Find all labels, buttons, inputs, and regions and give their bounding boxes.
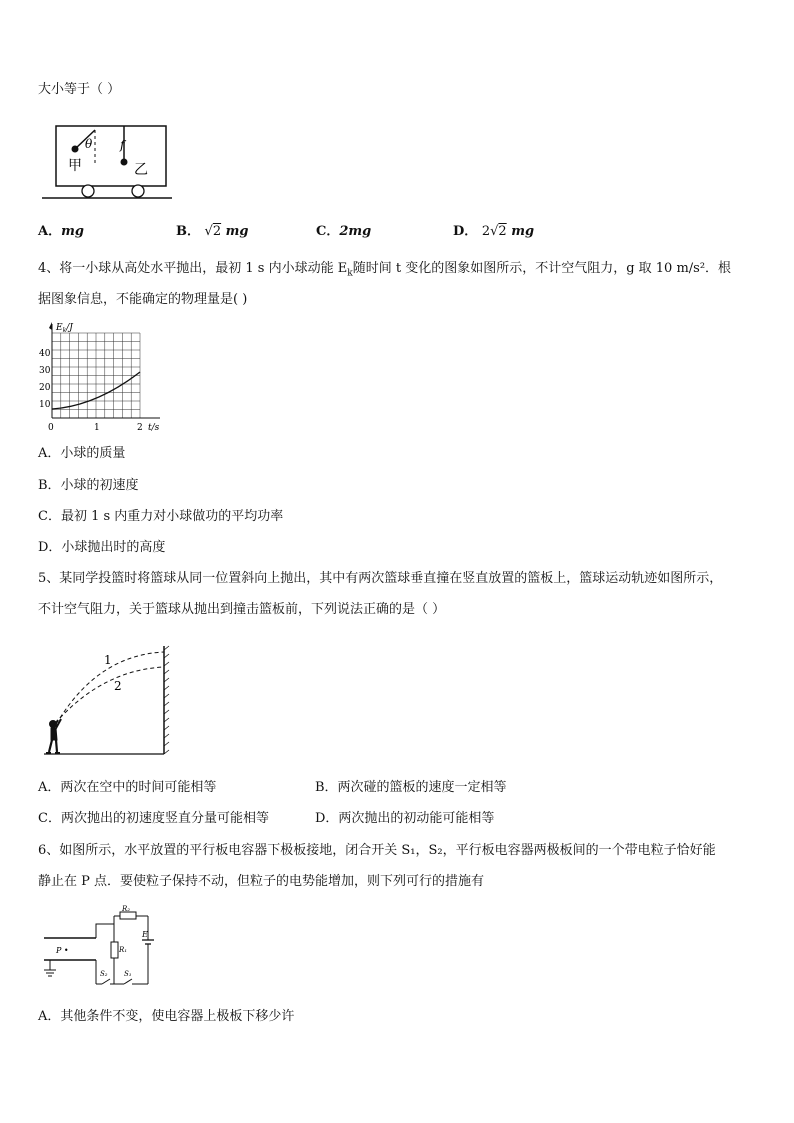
q4-option-c: C．最初 1 s 内重力对小球做功的平均功率 xyxy=(38,509,284,524)
player-icon xyxy=(46,719,61,753)
f-label: f xyxy=(120,138,125,152)
ytick-20: 20 xyxy=(39,383,51,393)
q6-stem-line1: 6、如图所示，水平放置的平行板电容器下极板接地，闭合开关 S₁，S₂，平行板电容器两极板间的一个带电粒子恰好能 xyxy=(38,843,716,858)
ytick-40: 40 xyxy=(39,349,51,359)
s2-label: S₂ xyxy=(100,970,108,978)
trajectory-1 xyxy=(60,652,164,718)
basketball-figure xyxy=(40,640,180,758)
e-label: E xyxy=(142,930,148,939)
cart-figure xyxy=(38,116,178,204)
xtick-0: 0 xyxy=(48,423,54,433)
point-p-label: P • xyxy=(56,946,69,955)
q4-option-a: A．小球的质量 xyxy=(38,446,126,461)
graph-xlabel: t/s xyxy=(148,423,160,433)
r2-label: R₂ xyxy=(122,905,131,913)
q4-option-b: B．小球的初速度 xyxy=(38,478,139,493)
q5-option-a: A．两次在空中的时间可能相等 xyxy=(38,780,217,795)
q4-stem-line2: 据图象信息，不能确定的物理量是( ) xyxy=(38,292,248,307)
option-c: C．2mg xyxy=(316,224,372,239)
trajectory-1-label: 1 xyxy=(104,653,112,667)
ytick-30: 30 xyxy=(39,366,51,376)
trajectory-2-label: 2 xyxy=(114,679,122,693)
option-d: D． 2√2 mg xyxy=(453,224,535,239)
q5-option-b: B．两次碰的篮板的速度一定相等 xyxy=(315,780,507,795)
ytick-10: 10 xyxy=(39,400,51,410)
q6-option-a: A．其他条件不变，使电容器上极板下移少许 xyxy=(38,1009,295,1024)
ek-time-graph xyxy=(36,318,168,438)
q5-option-d: D．两次抛出的初动能可能相等 xyxy=(315,811,495,826)
s1-label: S₁ xyxy=(124,970,132,978)
question-stem-tail: 大小等于（ ） xyxy=(38,82,121,97)
jia-label: 甲 xyxy=(68,158,82,174)
circuit-figure xyxy=(40,904,170,994)
r1-label: R₁ xyxy=(119,946,128,954)
q6-stem-line2: 静止在 P 点．要使粒子保持不动，但粒子的电势能增加，则下列可行的措施有 xyxy=(38,874,485,889)
option-a: A．mg xyxy=(38,224,84,239)
theta-label: θ xyxy=(85,137,93,151)
xtick-2: 2 xyxy=(137,423,143,433)
trajectory-2 xyxy=(60,667,164,718)
q5-stem-line1: 5、某同学投篮时将篮球从同一位置斜向上抛出，其中有两次篮球垂直撞在竖直放置的篮板上，篮球运动轨迹如图所示， xyxy=(38,571,723,586)
q4-option-d: D．小球抛出时的高度 xyxy=(38,540,166,555)
graph-ylabel: $E_k/J$ xyxy=(56,323,73,334)
yi-label: 乙 xyxy=(134,162,148,178)
q4-stem-line1: 4、将一小球从高处水平抛出，最初 1 s 内小球动能 $E_k$随时间 t 变化的图象如图所示，不计空气阻力，g 取 10 m/s²．根 xyxy=(38,261,732,279)
q5-option-c: C．两次抛出的初速度竖直分量可能相等 xyxy=(38,811,269,826)
option-b: B． √2 mg xyxy=(176,224,249,239)
q5-stem-line2: 不计空气阻力，关于篮球从抛出到撞击篮板前，下列说法正确的是（ ） xyxy=(38,602,446,617)
xtick-1: 1 xyxy=(94,423,100,433)
